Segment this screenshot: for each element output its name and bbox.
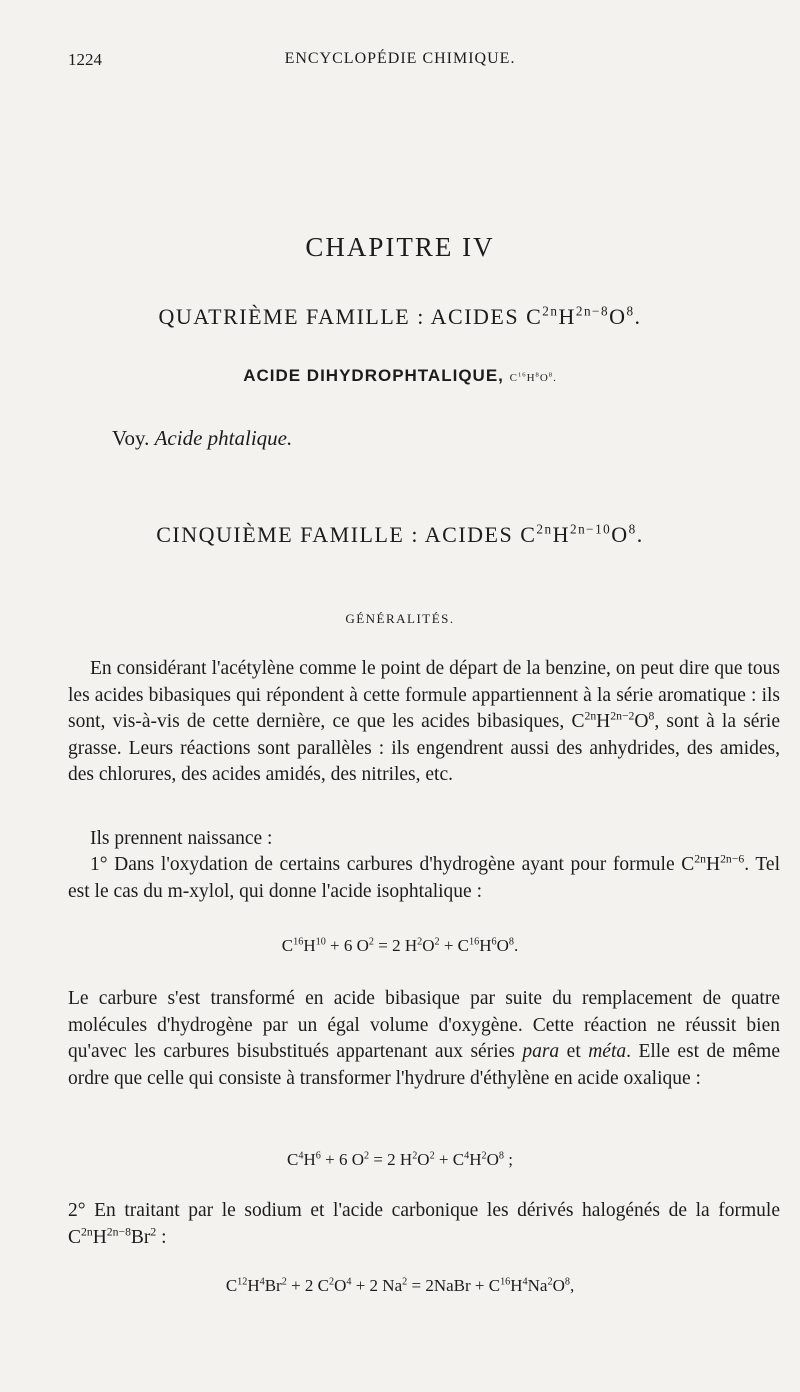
chapter-heading: CHAPITRE IV <box>305 232 495 262</box>
paragraph-item2: 2° En traitant par le sodium et l'acide carbonique les dérivés halogénés de la formule $C^{2n}H^{2n-8}Br^2$ : <box>68 1200 780 1248</box>
paragraph-item1: 1° Dans l'oxydation de certains carbures d'hydrogène ayant pour formule $C^{2n}H^{2n-6}$. Tel est le cas du m-xylol, qui donne l'acide isophtalique : <box>68 852 780 902</box>
running-title: ENCYCLOPÉDIE CHIMIQUE. <box>284 50 516 67</box>
section-heading-generalites: GÉNÉRALITÉS. <box>345 611 455 626</box>
see-also-reference: Voy. Acide phtalique. <box>112 426 293 450</box>
page-number: 1224 <box>68 50 102 69</box>
formula-sodium: $C^{12}H^4Br^2 + 2$ $C^2O^4 + 2$ $Na^2$ = 2NaBr + $C^{16}H^4Na^2O^8$, <box>225 1276 575 1295</box>
formula-xylol: $C^{16}H^{10} + 6$ $O^2 = 2$ $H^2O^2 + C^{16}H^6O^8$. <box>281 936 519 955</box>
family4-heading: QUATRIÈME FAMILLE : ACIDES $C^{2n}H^{2n-8}O^8$. <box>158 303 642 329</box>
acid-heading: ACIDE DIHYDROPHTALIQUE, $C^{16}H^8O^8$. <box>243 366 557 385</box>
paragraph-intro: En considérant l'acétylène comme le point de départ de la benzine, on peut dire que tous les acides bibasiques qui répondent à cette formule appartiennent à la série aromatique : ils sont, vis-à-vis de cette dernière, ce que les acides bibasiques, $C^{2n}H^{2n-2}O^8$, sont à la série grasse. Leurs réactions sont parallèles : ils engendrent aussi des anhydrides, des amides, des chlorures, des acides amidés, des nitriles, etc. <box>68 658 780 785</box>
formula-oxalique: $C^4H^6 + 6$ $O^2 = 2$ $H^2O^2 + C^4H^2O^8$ ; <box>287 1150 513 1169</box>
family5-heading: CINQUIÈME FAMILLE : ACIDES $C^{2n}H^{2n-10}O^8$. <box>156 521 644 547</box>
paragraph-naissance: Ils prennent naissance : <box>90 828 273 849</box>
paragraph-carbure: Le carbure s'est transformé en acide bibasique par suite du remplacement de quatre molécules d'hydrogène par un égal volume d'oxygène. Cette réaction ne réussit bien qu'avec les carbures bisubstitués appartenant aux séries para et méta. Elle est de même ordre que celle qui consiste à transformer l'hydrure d'éthylène en acide oxalique : <box>68 988 781 1089</box>
